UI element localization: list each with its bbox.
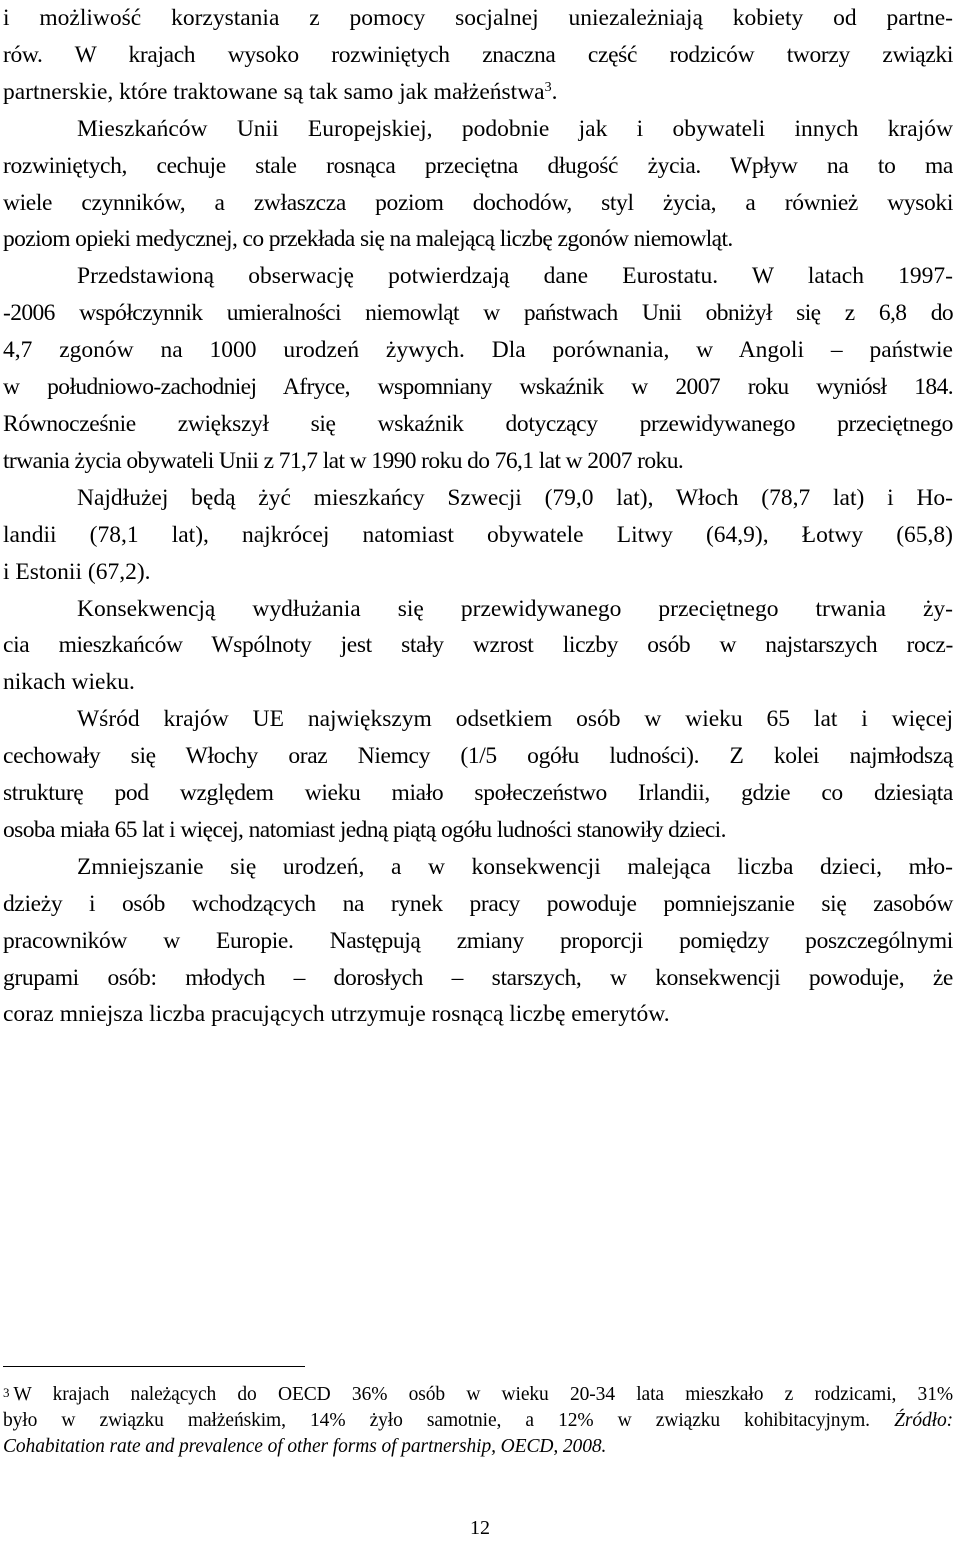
text-line: rów. W krajach wysoko rozwiniętych znaczna część rodziców tworzy związki [3, 41, 953, 68]
text-line: trwania życia obywateli Unii z 71,7 lat w 1990 roku do 76,1 lat w 2007 roku. [3, 447, 684, 474]
text-line: Zmniejszanie się urodzeń, a w konsekwencji malejąca liczba dzieci, mło- [77, 853, 953, 880]
footnote-line-text: W krajach należących do OECD 36% osób w wieku 20-34 lata mieszkało z rodzicami, 31% [13, 1384, 953, 1405]
text-line: dzieży i osób wchodzących na rynek pracy powoduje pomniejszanie się zasobów [3, 890, 953, 917]
footnote-source-label: Źródło: [894, 1410, 953, 1431]
footnote-mark: 3 [3, 1385, 10, 1400]
text-line: wiele czynników, a zwłaszcza poziom dochodów, styl życia, a również wysoki [3, 189, 953, 216]
text-line: w południowo-zachodniej Afryce, wspomniany wskaźnik w 2007 roku wyniósł 184. [3, 374, 953, 401]
text-line: pracowników w Europie. Następują zmiany proporcji pomiędzy poszczególnymi [3, 927, 953, 954]
text-line: i Estonii (67,2). [3, 558, 151, 585]
text-line: Przedstawioną obserwację potwierdzają dane Eurostatu. W latach 1997- [77, 263, 953, 290]
text-line-tail: . [551, 78, 558, 105]
text-line: landii (78,1 lat), najkrócej natomiast obywatele Litwy (64,9), Łotwy (65,8) [3, 521, 953, 548]
footnote-line [3, 1382, 953, 1408]
text-line: i możliwość korzystania z pomocy socjalnej uniezależniają kobiety od partne- [3, 5, 953, 31]
text-line: Równocześnie zwiększył się wskaźnik dotyczący przewidywanego przeciętnego [3, 410, 953, 437]
text-line: Mieszkańców Unii Europejskiej, podobnie jak i obywateli innych krajów [77, 115, 953, 142]
footnote [3, 1382, 953, 1460]
text-line: Wśród krajów UE największym odsetkiem osób w wieku 65 lat i więcej [77, 706, 953, 733]
page-number: 12 [470, 1517, 490, 1539]
text-line: -2006 współczynnik umieralności niemowląt w państwach Unii obniżył się z 6,8 do [3, 300, 953, 327]
text-line: Konsekwencją wydłużania się przewidywanego przeciętnego trwania ży- [77, 595, 953, 622]
footnote-separator [3, 1366, 305, 1367]
footnote-line-text: było w związku małżeńskim, 14% żyło samotnie, a 12% w związku kohibitacyjnym. [3, 1410, 895, 1431]
text-line: 4,7 zgonów na 1000 urodzeń żywych. Dla porównania, w Angoli – państwie [3, 337, 953, 364]
text-line: cia mieszkańców Wspólnoty jest stały wzrost liczby osób w najstarszych rocz- [3, 632, 953, 659]
text-line: coraz mniejsza liczba pracujących utrzymuje rosnącą liczbę emerytów. [3, 1001, 670, 1028]
text-line [3, 74, 953, 111]
footnote-line [3, 1408, 953, 1434]
text-line: poziom opieki medycznej, co przekłada się na malejącą liczbę zgonów niemowląt. [3, 226, 733, 253]
body-text [3, 0, 953, 1033]
text-line: rozwiniętych, cechuje stale rosnąca przeciętna długość życia. Wpływ na to ma [3, 152, 953, 179]
footnote-reference: 3 [544, 79, 552, 95]
text-line: nikach wieku. [3, 669, 135, 696]
text-line: Najdłużej będą żyć mieszkańcy Szwecji (79,0 lat), Włoch (78,7 lat) i Ho- [77, 484, 953, 511]
text-line-content: partnerskie, które traktowane są tak samo jak małżeństwa [3, 78, 545, 105]
text-line: grupami osób: młodych – dorosłych – starszych, w konsekwencji powoduje, że [3, 964, 953, 991]
footnote-source: Cohabitation rate and prevalence of other forms of partnership, OECD, 2008. [3, 1436, 607, 1457]
text-line: cechowały się Włochy oraz Niemcy (1/5 ogółu ludności). Z kolei najmłodszą [3, 743, 953, 770]
text-line: strukturę pod względem wieku miało społeczeństwo Irlandii, gdzie co dziesiąta [3, 780, 953, 807]
text-line: osoba miała 65 lat i więcej, natomiast jedną piątą ogółu ludności stanowiły dzieci. [3, 816, 726, 843]
